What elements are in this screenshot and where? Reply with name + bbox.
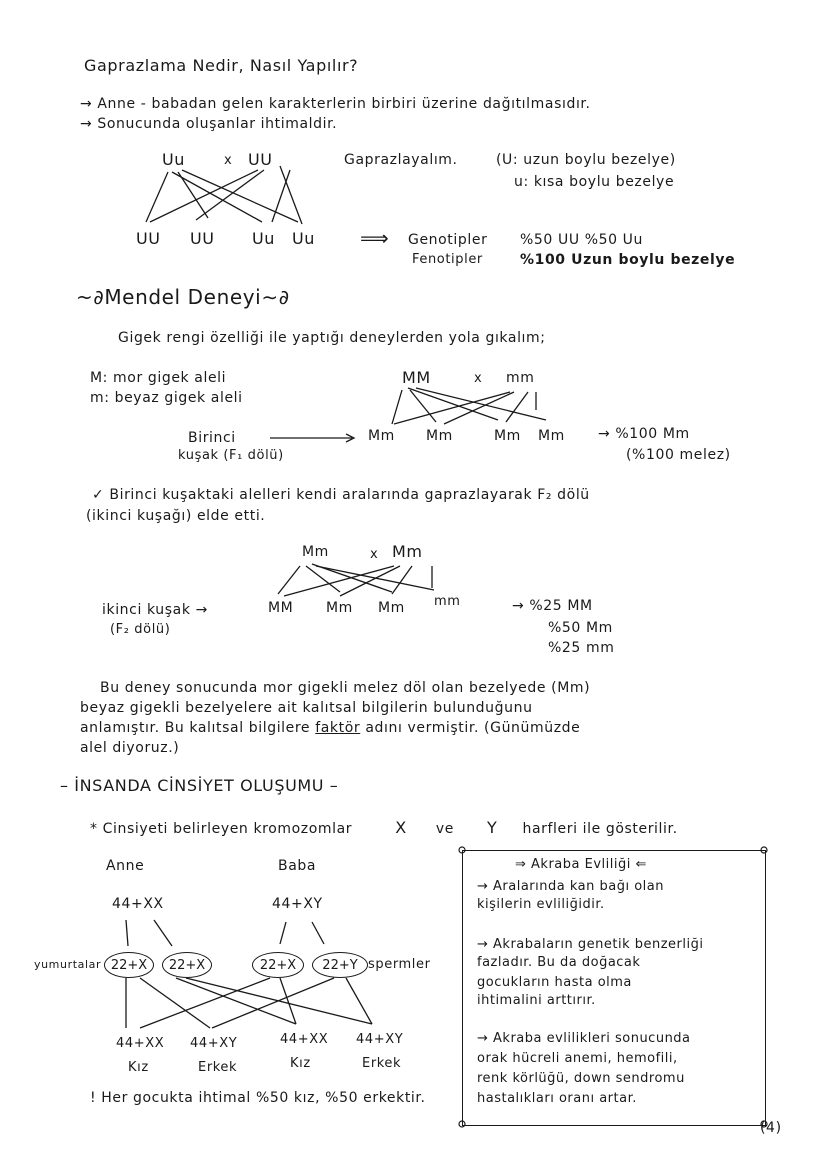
legend-line: u: kısa boylu bezelye [514, 174, 675, 190]
f1-result: (%100 melez) [626, 447, 731, 463]
sex-heading-text: İNSANDA CİNSİYET OLUŞUMU [74, 776, 325, 795]
mother-karyotype: 44+XX [112, 896, 164, 912]
consanguineous-marriage-box [462, 850, 766, 1126]
sperm-label: spermler [368, 957, 431, 972]
offspring-genotype: Mm [326, 600, 353, 616]
box-line: → Akrabaların genetik benzerliği [477, 937, 704, 952]
allele-definition: M: mor gigek aleli [90, 370, 227, 386]
parent-genotype: Uu [162, 150, 186, 169]
phenotype-label: Fenotipler [412, 252, 483, 267]
offspring-genotype: Mm [378, 600, 405, 616]
x-letter: X [395, 818, 407, 837]
conclusion-part: adını vermiştir. (Günümüzde [365, 720, 581, 736]
box-line: renk körlüğü, down sendromu [477, 1071, 685, 1086]
offspring-genotype: Mm [426, 428, 453, 444]
box-line: gocukların hasta olma [477, 975, 632, 990]
cross-symbol: x [370, 547, 379, 562]
probability-note: ! Her gocukta ihtimal %50 kız, %50 erkektir. [90, 1090, 426, 1106]
heading-dash: – [60, 776, 69, 795]
mendel-heading [76, 285, 290, 309]
phenotype-value: %100 Uzun boylu bezelye [520, 252, 736, 268]
offspring-genotype: Mm [538, 428, 565, 444]
swirl-icon: ~∂ [76, 285, 105, 309]
sex-heading [60, 776, 338, 795]
sex-intro-part: * Cinsiyeti belirleyen kromozomlar [90, 821, 353, 837]
f2-note: ✓ Birinci kuşaktaki alelleri kendi aralarında gaprazlayarak F₂ dölü [92, 487, 590, 503]
f2-label: ikinci kuşak → [102, 602, 208, 618]
child-sex: Erkek [198, 1060, 238, 1075]
definition-line: → Anne - babadan gelen karakterlerin birbiri üzerine dağıtılmasıdır. [80, 96, 591, 112]
f2-result: → %25 MM [512, 598, 593, 614]
egg-label: yumurtalar [34, 958, 102, 971]
f1-result: → %100 Mm [598, 426, 690, 442]
conclusion-line: beyaz gigekli bezelyelere ait kalıtsal bilgilerin bulunduğunu [80, 700, 533, 716]
box-line: hastalıkları oranı artar. [477, 1091, 637, 1106]
box-line: ihtimalini arttırır. [477, 993, 596, 1008]
cross-caption: Gaprazlayalım. [344, 152, 458, 168]
f2-result: %50 Mm [548, 620, 613, 636]
egg-gamete: 22+X [162, 952, 212, 978]
f2-result: %25 mm [548, 640, 615, 656]
child-karyotype: 44+XX [116, 1036, 165, 1051]
offspring-genotype: UU [190, 229, 215, 248]
child-sex: Kız [290, 1056, 311, 1071]
f1-label: Birinci [188, 430, 236, 446]
child-karyotype: 44+XX [280, 1032, 329, 1047]
definition-line: → Sonucunda oluşanlar ihtimaldir. [80, 116, 338, 132]
parent-genotype: MM [402, 368, 431, 387]
mendel-heading-text: Mendel Deneyi [104, 285, 262, 309]
offspring-genotype: Mm [494, 428, 521, 444]
mendel-intro: Gigek rengi özelliği ile yaptığı deneylerden yola gıkalım; [118, 330, 546, 346]
conclusion-line [80, 720, 580, 736]
father-karyotype: 44+XY [272, 896, 323, 912]
offspring-genotype: UU [136, 229, 161, 248]
child-sex: Erkek [362, 1056, 402, 1071]
genotype-value: %50 UU %50 Uu [520, 232, 643, 248]
child-sex: Kız [128, 1060, 149, 1075]
swirl-icon: ∼∂ [261, 285, 290, 309]
conclusion-part: anlamıştır. Bu kalıtsal bilgilere [80, 720, 311, 736]
allele-definition: m: beyaz gigek aleli [90, 390, 243, 406]
box-line: orak hücreli anemi, hemofili, [477, 1051, 678, 1066]
sperm-gamete: 22+Y [312, 952, 368, 978]
mother-label: Anne [106, 858, 145, 874]
y-letter: Y [487, 818, 498, 837]
offspring-genotype: Mm [368, 428, 395, 444]
conclusion-line: Bu deney sonucunda mor gigekli melez döl olan bezelyede (Mm) [100, 680, 591, 696]
father-label: Baba [278, 858, 317, 874]
box-line: → Akraba evlilikleri sonucunda [477, 1031, 691, 1046]
conclusion-line: alel diyoruz.) [80, 740, 180, 756]
page-number: (4) [760, 1120, 782, 1136]
egg-gamete: 22+X [104, 952, 154, 978]
f2-label: (F₂ dölü) [110, 622, 171, 637]
parent-genotype: UU [248, 150, 273, 169]
cross-symbol: x [224, 153, 233, 168]
parent-genotype: Mm [392, 542, 423, 561]
cross-symbol: x [474, 371, 483, 386]
sex-intro-part: harfleri ile gösterilir. [522, 821, 678, 837]
heading-dash: – [329, 776, 339, 795]
legend-line: (U: uzun boylu bezelye) [496, 152, 676, 168]
offspring-genotype: Uu [252, 229, 276, 248]
sperm-gamete: 22+X [252, 952, 304, 978]
box-line: fazladır. Bu da doğacak [477, 955, 641, 970]
child-karyotype: 44+XY [190, 1036, 238, 1051]
parent-genotype: mm [506, 370, 535, 386]
offspring-genotype: Uu [292, 229, 316, 248]
parent-genotype: Mm [302, 544, 329, 560]
box-line: → Aralarında kan bağı olan [477, 879, 664, 894]
offspring-genotype: mm [434, 594, 461, 609]
child-karyotype: 44+XY [356, 1032, 404, 1047]
factor-term: faktör [315, 720, 361, 736]
implies-arrow: ⟹ [360, 226, 390, 250]
sex-intro [90, 818, 678, 837]
box-title: ⇒ Akraba Evliliği ⇐ [515, 857, 647, 872]
f1-label: kuşak (F₁ dölü) [178, 448, 284, 463]
offspring-genotype: MM [268, 600, 294, 616]
section-title: Gaprazlama Nedir, Nasıl Yapılır? [84, 56, 359, 75]
genotype-label: Genotipler [408, 232, 488, 248]
f2-note: (ikinci kuşağı) elde etti. [86, 508, 266, 524]
sex-intro-part: ve [435, 821, 454, 837]
box-line: kişilerin evliliğidir. [477, 897, 605, 912]
